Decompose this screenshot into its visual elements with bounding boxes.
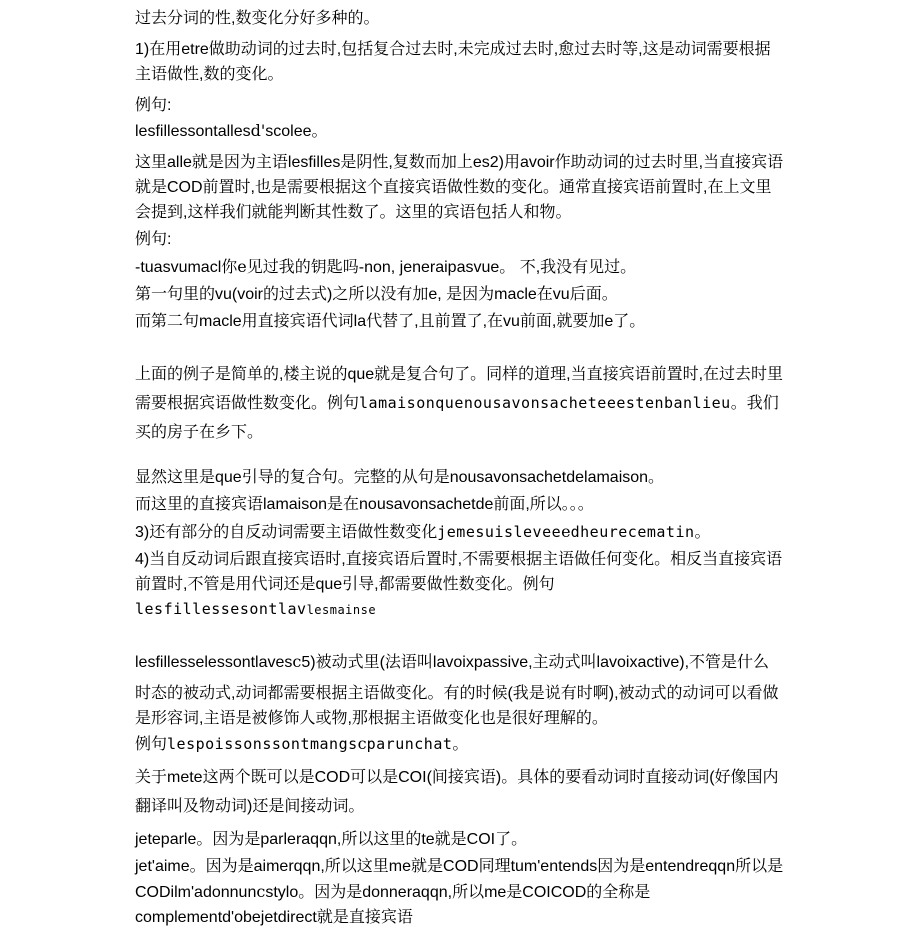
paragraph-coi-example xyxy=(135,827,786,852)
paragraph-explanation-vu-1 xyxy=(135,282,786,307)
paragraph-cod-examples xyxy=(135,854,786,930)
text-run: 4)当自反动词后跟直接宾语时,直接宾语后置时,不需要根据主语做任何变化。相反当直接宾语前置时,不管是用代词还是que引导,都需要做性数变化。例句 xyxy=(135,551,783,593)
text-run: -tuasvumacl你 xyxy=(135,259,238,276)
text-run: lesfillessontalles xyxy=(135,123,251,140)
text-run: 第一句里的vu(voir的过去式)之所以没有加e, 是因为macle在vu后面。 xyxy=(135,286,618,303)
paragraph-example-sentence-2 xyxy=(135,254,786,280)
text-run: 5)被动式里(法语叫lavoixpassive,主动式叫lavoixactive),不管是什么 xyxy=(301,654,770,671)
text-run: 3)还有部分的自反动词需要主语做性数变化 xyxy=(135,524,438,541)
text-run: 过去分词的性,数变化分好多种的。 xyxy=(135,10,380,27)
serif-glyph: c xyxy=(292,652,302,671)
french-example-text: dheurecematin xyxy=(570,523,695,541)
paragraph-passive-explanation xyxy=(135,681,786,731)
paragraph-rule-3-reflexive xyxy=(135,519,786,545)
paragraph-que-compound xyxy=(135,360,786,447)
text-run: 。 xyxy=(694,524,711,541)
text-run: stylo。因为是donneraqqn,所以me是COICOD的全称是complementd'obejetdirect就是直接宾语 xyxy=(135,884,651,926)
french-example-text: lesfillessesontlav xyxy=(135,600,307,618)
text-run: 这里alle就是因为主语lesfilles是阴性,复数而加上es2)用avoir作助动词的过去时里,当直接宾语就是COD前置时,也是需要根据这个直接宾语做性数的变化。通常直接宾语前置时,在上文里会提到,这样我们就能判断其性数了。这里的宾语包括人和物。 xyxy=(135,154,784,221)
paragraph-intro xyxy=(135,6,786,31)
serif-glyph: e xyxy=(561,522,571,541)
text-run: 关于mete这两个既可以是COD可以是COI(间接宾语)。具体的要看动词时直接动词(好像国内翻译叫及物动词)还是间接动词。 xyxy=(135,769,779,815)
text-run: 显然这里是que引导的复合句。完整的从句是nousavonsachetdelamaison。 xyxy=(135,469,665,486)
text-run: 例句 xyxy=(135,736,168,753)
text-run: 时态的被动式,动词都需要根据主语做变化。有的时候(我是说有时啊),被动式的动词可以看做是形容词,主语是被修饰人或物,那根据主语做变化也是很好理解的。 xyxy=(135,685,779,727)
serif-glyph: c xyxy=(256,882,266,901)
french-example-text: lamaisonquenousavonsacheteeestenbanlieu xyxy=(359,394,731,412)
paragraph-explanation-vu-2 xyxy=(135,309,786,334)
text-run: 而第二句macle用直接宾语代词la代替了,且前置了,在vu前面,就要加e了。 xyxy=(135,313,646,330)
french-example-text: lesmainse xyxy=(306,603,377,617)
text-run: 而这里的直接宾语lamaison是在nousavonsachetde前面,所以。。。 xyxy=(135,496,594,513)
serif-glyph: d' xyxy=(250,121,266,140)
text-run: 上面的例子是简单的,楼主说的que就是复合句了。同样的道理,当直接宾语前置时,在过去时里需要根据宾语做性数变化。例句 xyxy=(135,366,784,412)
text-run: lesfillesselessontlaves xyxy=(135,654,293,671)
french-example-text: jemesuislevee xyxy=(437,523,562,541)
paragraph-rule-5-passive xyxy=(135,649,786,675)
paragraph-cod-coi-intro xyxy=(135,763,786,821)
french-example-text: lespoissonssontmangs xyxy=(167,735,358,753)
text-run: jeteparle。因为是parleraqqn,所以这里的te就是COI了。 xyxy=(135,831,528,848)
paragraph-example-label-1 xyxy=(135,93,786,118)
serif-glyph: e xyxy=(237,257,247,276)
text-run: 例句: xyxy=(135,97,172,114)
text-run: 例句: xyxy=(135,231,172,248)
paragraph-example-sentence-1 xyxy=(135,118,786,144)
paragraph-que-clause-1 xyxy=(135,465,786,490)
paragraph-rule-4-reflexive xyxy=(135,547,786,623)
french-example-text: parunchat xyxy=(366,735,453,753)
text-run: 。 xyxy=(452,736,469,753)
paragraph-explanation-alle xyxy=(135,150,786,225)
paragraph-example-passive xyxy=(135,731,786,757)
text-run: scolee。 xyxy=(265,123,328,140)
paragraph-example-label-2 xyxy=(135,227,786,252)
paragraph-que-clause-2 xyxy=(135,492,786,517)
paragraph-rule-1-etre xyxy=(135,37,786,87)
serif-glyph: c xyxy=(357,734,367,753)
text-run: jet'aime。因为是aimerqqn,所以这里me就是COD同理tum'entends因为是entendreqqn所以是CODilm'adonnun xyxy=(135,858,784,901)
text-run: 见过我的钥匙吗-non, jeneraipasvue。 不,我没有见过。 xyxy=(246,259,637,276)
text-run: 。我们买的房子在乡下。 xyxy=(135,395,779,441)
text-run: 1)在用etre做助动词的过去时,包括复合过去时,未完成过去时,愈过去时等,这是动词需要根据主语做性,数的变化。 xyxy=(135,41,771,83)
